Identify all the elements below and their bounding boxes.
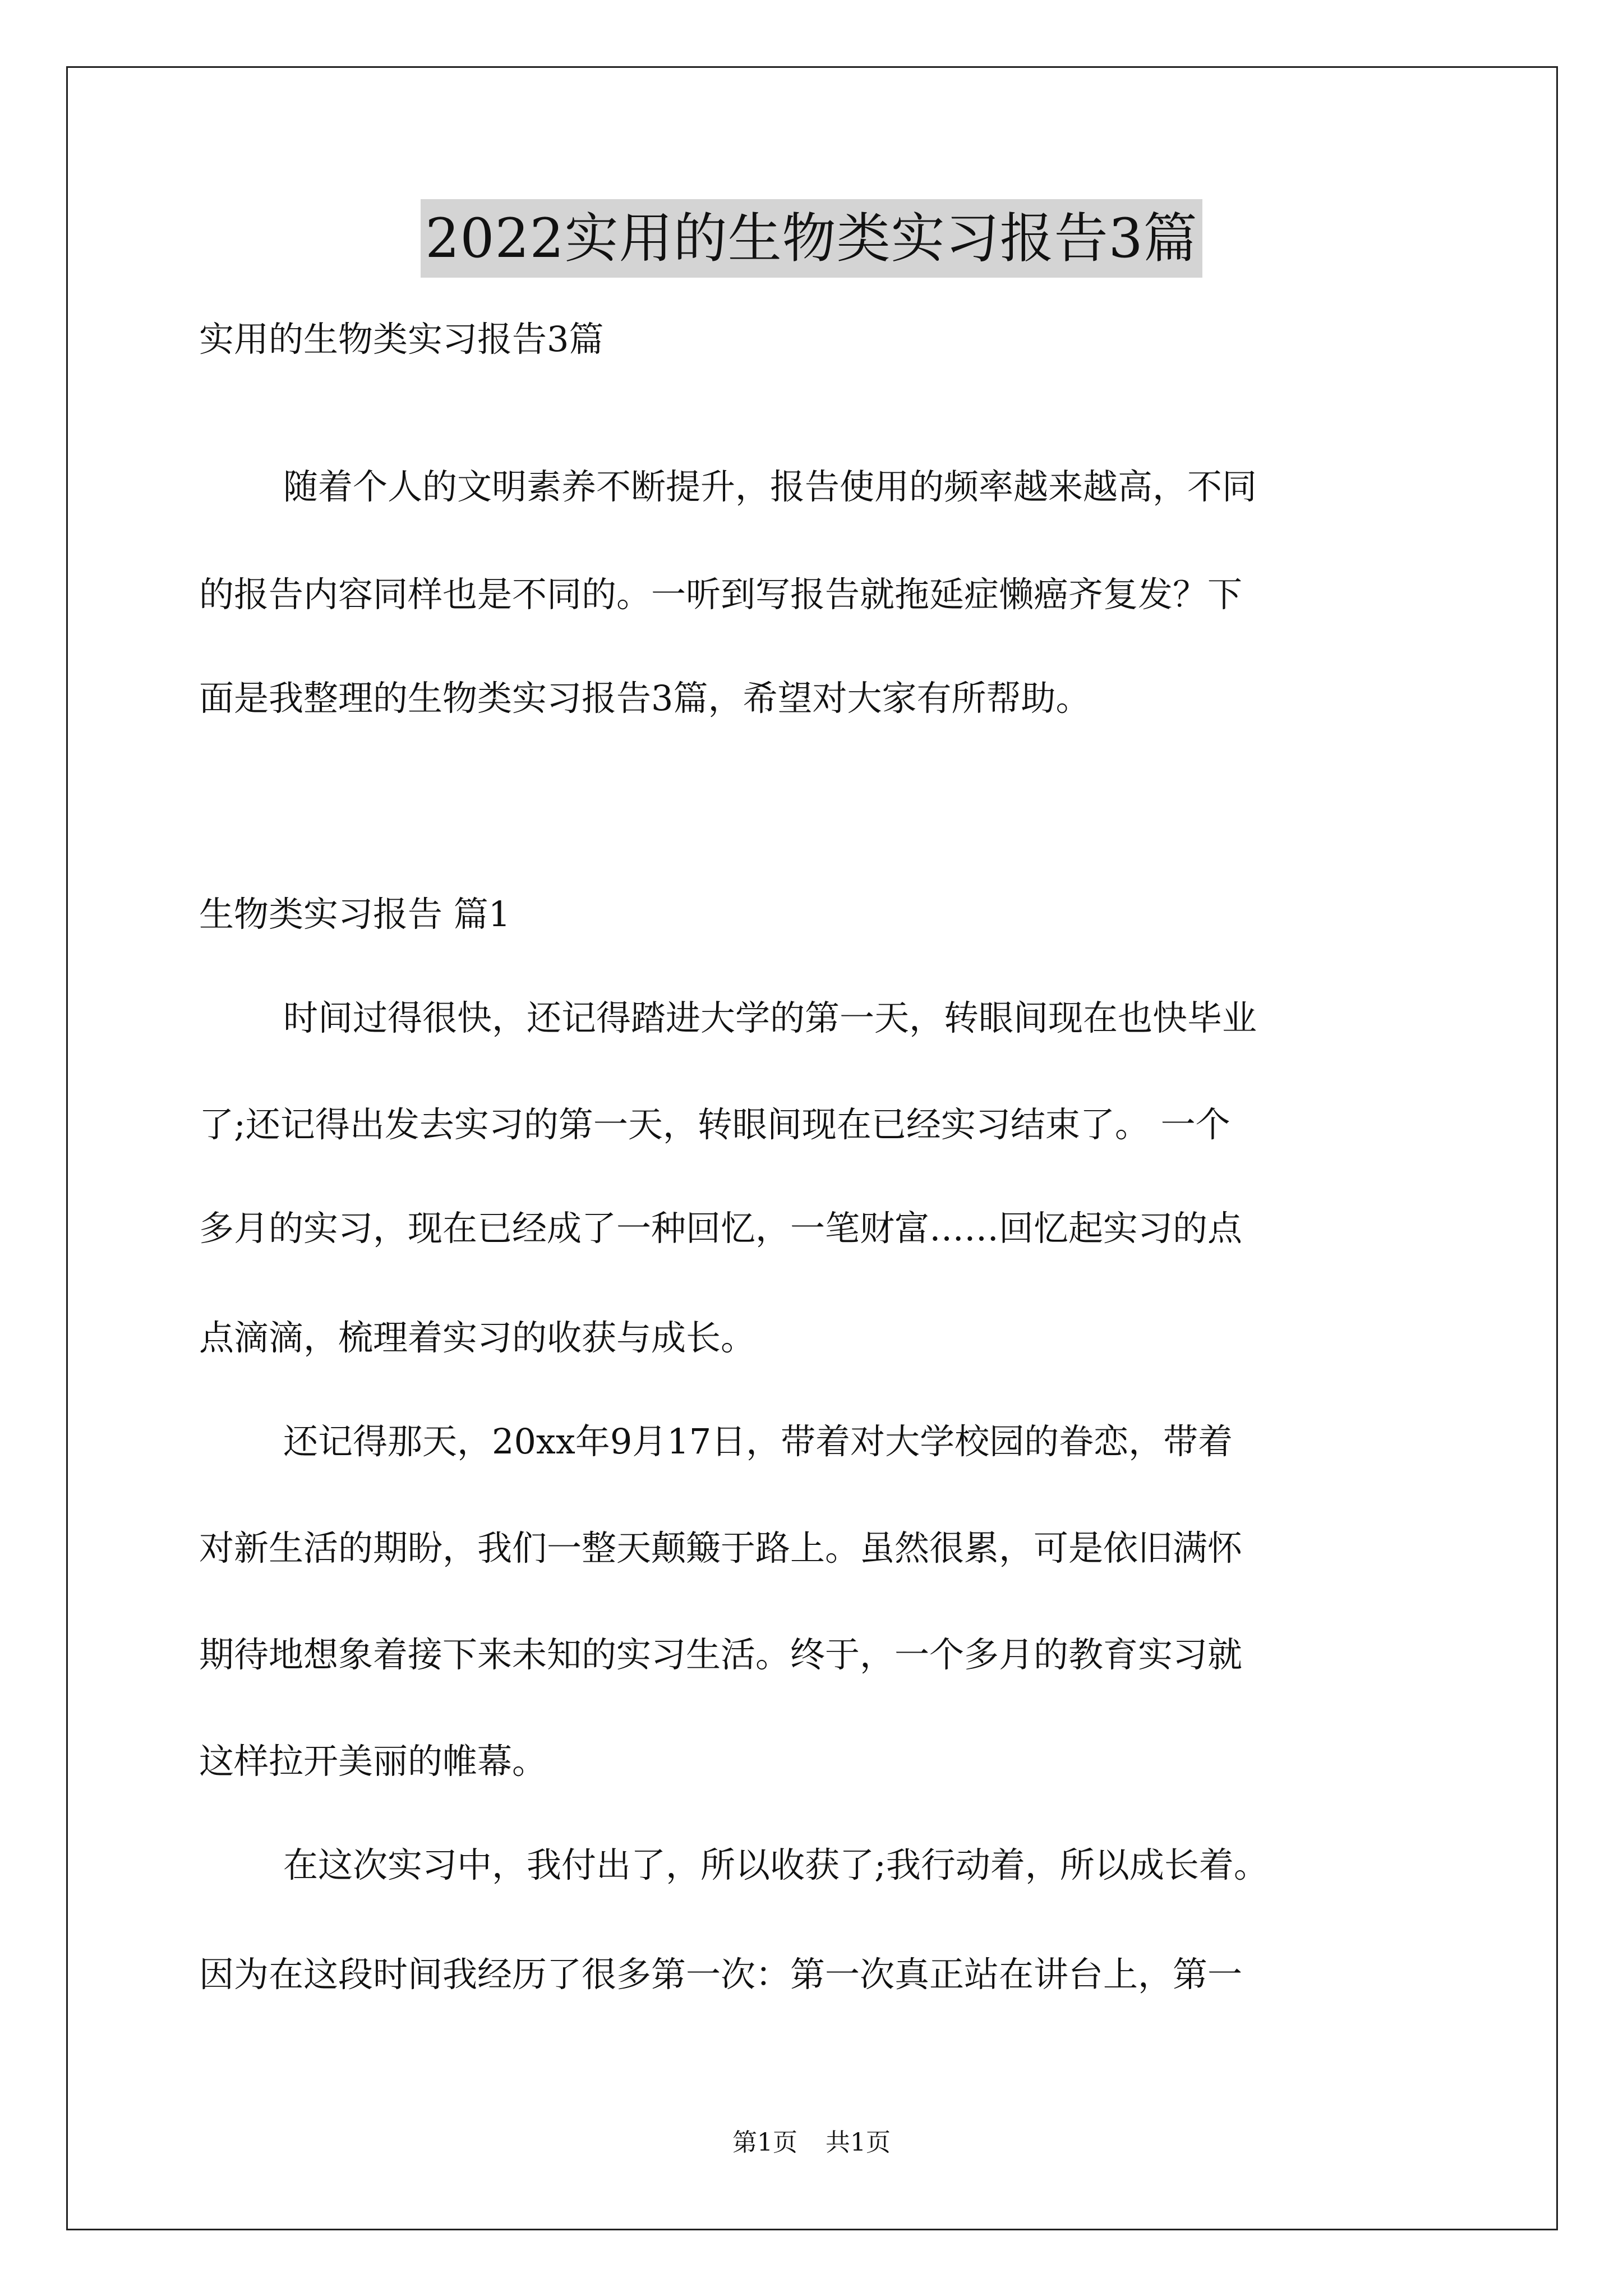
page-footer bbox=[0, 2126, 1623, 2160]
paragraph1-line-2: 了;还记得出发去实习的第一天，转眼间现在已经实习结束了。 一个 bbox=[199, 1104, 1230, 1145]
intro-line-1: 随着个人的文明素养不断提升，报告使用的频率越来越高，不同 bbox=[283, 466, 1257, 507]
intro-line-3: 面是我整理的生物类实习报告3篇，希望对大家有所帮助。 bbox=[199, 678, 1091, 719]
paragraph1-line-4: 点滴滴，梳理着实习的收获与成长。 bbox=[199, 1317, 756, 1358]
paragraph3-line-1: 在这次实习中，我付出了，所以收获了;我行动着，所以成长着。 bbox=[283, 1844, 1269, 1885]
document-subtitle: 实用的生物类实习报告3篇 bbox=[199, 319, 604, 360]
page-border bbox=[66, 66, 1558, 2230]
paragraph2-line-2: 对新生活的期盼，我们一整天颠簸于路上。虽然很累，可是依旧满怀 bbox=[199, 1527, 1243, 1568]
section-heading: 生物类实习报告 篇1 bbox=[199, 894, 511, 935]
page-number: 第1页 bbox=[732, 2128, 797, 2157]
paragraph1-line-1: 时间过得很快，还记得踏进大学的第一天，转眼间现在也快毕业 bbox=[283, 997, 1257, 1038]
title-container bbox=[0, 199, 1623, 278]
page-total: 共1页 bbox=[826, 2128, 891, 2157]
intro-line-2: 的报告内容同样也是不同的。一听到写报告就拖延症懒癌齐复发？下 bbox=[199, 574, 1243, 615]
document-title: 2022实用的生物类实习报告3篇 bbox=[421, 199, 1202, 278]
paragraph2-line-3: 期待地想象着接下来未知的实习生活。终于，一个多月的教育实习就 bbox=[199, 1634, 1243, 1675]
paragraph2-line-4: 这样拉开美丽的帷幕。 bbox=[199, 1741, 547, 1782]
paragraph2-line-1: 还记得那天，20xx年9月17日，带着对大学校园的眷恋，带着 bbox=[283, 1421, 1233, 1462]
paragraph1-line-3: 多月的实习，现在已经成了一种回忆，一笔财富……回忆起实习的点 bbox=[199, 1208, 1243, 1249]
paragraph3-line-2: 因为在这段时间我经历了很多第一次：第一次真正站在讲台上，第一 bbox=[199, 1954, 1243, 1995]
